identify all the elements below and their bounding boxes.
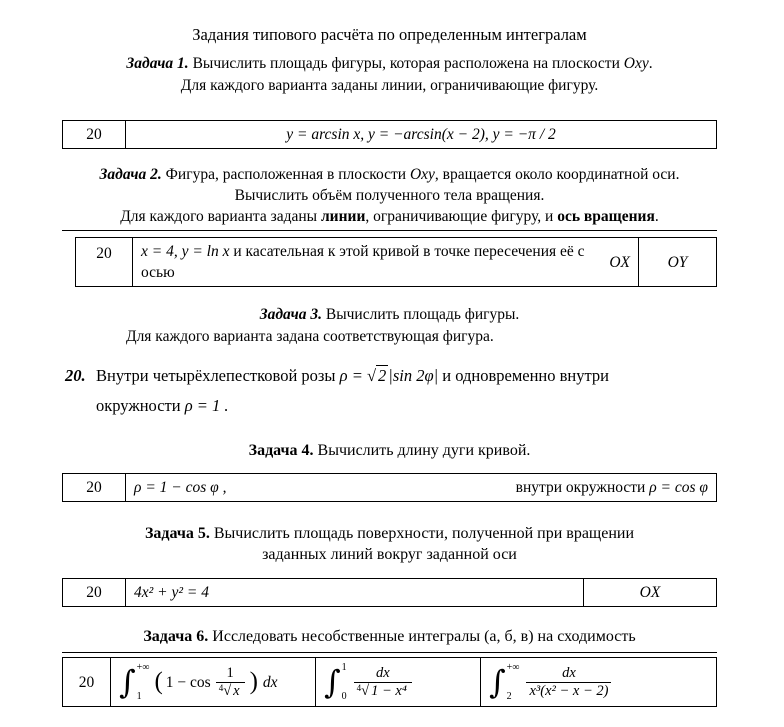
integral-c-cell <box>481 658 716 706</box>
task1-label: Задача 1. <box>126 55 189 72</box>
task2-variant-number: 20 <box>76 238 133 286</box>
task4-condition-text: внутри окружности <box>515 479 646 496</box>
task3-variant-number: 20. <box>65 366 86 385</box>
task2-condition-math: x = 4, y = ln x <box>141 243 230 260</box>
task5-axis: OX <box>639 584 661 601</box>
task5-label: Задача 5. <box>144 525 210 542</box>
task4-variant-number: 20 <box>63 474 126 501</box>
task2-table <box>75 237 717 287</box>
task2-intro2: , вращается около координатной оси. <box>434 166 680 183</box>
right-paren: ) <box>249 668 258 695</box>
integral-a-sign-group <box>119 661 151 703</box>
task1-subtext: Для каждого варианта заданы линии, ограничивающие фигуру. <box>180 77 599 94</box>
radicand: x <box>233 682 240 699</box>
task2-line3-bold2: ось вращения <box>557 208 655 225</box>
task3-formula-pre: ρ = <box>339 366 363 385</box>
radicand: 1 − x⁴ <box>371 682 407 699</box>
task2-plane: Oxy <box>409 166 435 183</box>
integral-b-cell <box>316 658 481 706</box>
task3-text1: Внутри четырёхлепестковой розы <box>96 366 336 385</box>
root-index: 4 <box>218 682 224 693</box>
integral-a-limits <box>137 661 150 703</box>
task3-variant-text <box>96 361 717 421</box>
task1-intro: Вычислить площадь фигуры, которая расположена на плоскости <box>192 55 620 72</box>
fraction-b-numerator: dx <box>375 664 390 681</box>
fraction-b-denominator <box>354 682 412 700</box>
task6-table <box>62 657 717 707</box>
left-paren: ( <box>154 668 163 695</box>
integral-b-limits <box>342 661 347 703</box>
task2-line3-pre: Для каждого варианта заданы <box>120 208 318 225</box>
radical-sign: √ <box>223 682 232 699</box>
lower-limit: 0 <box>341 691 347 702</box>
task2-condition-line1 <box>141 241 609 283</box>
task5-line1: Вычислить площадь поверхности, полученной при вращении <box>213 525 635 542</box>
integral-a-cell <box>111 658 316 706</box>
task4-formula: ρ = 1 − cos φ , <box>134 479 227 496</box>
task3-label: Задача 3. <box>259 306 322 323</box>
task5-formula: 4x² + y² = 4 <box>126 579 584 606</box>
task2-line2: Вычислить объём полученного тела вращения. <box>234 187 545 204</box>
fraction-b <box>354 665 412 700</box>
task2-intro: Фигура, расположенная в плоскости <box>165 166 407 183</box>
root-index: 4 <box>356 682 362 693</box>
task5-heading <box>62 524 717 544</box>
task5-variant-number: 20 <box>63 579 126 606</box>
task3-subtext: Для каждого варианта задана соответствующая фигура. <box>126 328 494 345</box>
task2-line3-mid: , ограничивающие фигуру, и <box>365 208 554 225</box>
radical-sign: √ <box>366 366 377 385</box>
divider-line-2 <box>62 652 717 653</box>
task2-line3-end: . <box>654 208 659 225</box>
task4-heading <box>62 441 717 461</box>
task1-heading <box>62 54 717 74</box>
divider-line <box>62 230 717 231</box>
task4-formula-cell <box>126 474 716 501</box>
radicand: 2 <box>378 366 387 385</box>
integral-icon: ∫ <box>489 663 506 701</box>
upper-limit: +∞ <box>506 662 520 673</box>
upper-limit: 1 <box>341 662 347 673</box>
integral-b-sign-group <box>324 661 349 703</box>
task3-formula2: ρ = 1 . <box>184 396 229 415</box>
task2-condition-cell <box>133 238 639 286</box>
document-title: Задания типового расчёта по определенным интегралам <box>192 25 587 44</box>
task3-variant-line1 <box>96 361 717 391</box>
task4-intro: Вычислить длину дуги кривой. <box>317 442 531 459</box>
task2-line3-bold1: линии <box>320 208 366 225</box>
task1-plane: Oxy <box>623 55 649 72</box>
task4-table <box>62 473 717 502</box>
integral-icon: ∫ <box>324 663 341 701</box>
task6-heading <box>62 627 717 647</box>
task2-condition-line2: OX <box>609 253 630 271</box>
lower-limit: 2 <box>506 691 512 702</box>
fraction-c-denominator: x³(x² − x − 2) <box>526 682 611 700</box>
task1-variant-number: 20 <box>63 121 126 148</box>
task2-condition-text: и касательная к этой кривой в точке пересечения её с осью <box>141 243 585 281</box>
task6-variant-number: 20 <box>63 658 111 706</box>
differential-a: dx <box>262 673 278 691</box>
integral-icon: ∫ <box>119 663 136 701</box>
integral-c-sign-group <box>489 661 521 703</box>
task1-table <box>62 120 717 149</box>
task4-condition-formula: ρ = cos φ <box>649 479 708 496</box>
task1-period: . <box>648 55 653 72</box>
radical-sign: √ <box>361 682 370 699</box>
task3-variant-line2 <box>96 391 717 421</box>
task3-text2: и одновременно внутри <box>442 366 609 385</box>
task3-text3: окружности <box>96 396 181 415</box>
task4-label: Задача 4. <box>248 442 314 459</box>
task1-formula: y = arcsin x, y = −arcsin(x − 2), y = −π / 2 <box>286 126 556 143</box>
task2-heading <box>62 165 717 185</box>
task3-variant-item <box>62 361 717 421</box>
fraction-c-numerator: dx <box>562 664 576 681</box>
task6-intro: Исследовать несобственные интегралы (а, б, в) на сходимость <box>212 628 636 645</box>
task3-intro: Вычислить площадь фигуры. <box>325 306 520 323</box>
task2-label: Задача 2. <box>99 166 162 183</box>
integral-c-limits <box>507 661 520 703</box>
fraction-c <box>526 665 611 700</box>
task4-condition <box>516 477 708 498</box>
task3-heading <box>62 305 717 325</box>
task2-line3 <box>62 207 717 227</box>
task2-axis: OY <box>667 253 688 271</box>
task5-line2: заданных линий вокруг заданной оси <box>262 546 517 563</box>
task5-table <box>62 578 717 607</box>
fraction-a <box>216 665 245 700</box>
task6-label: Задача 6. <box>143 628 209 645</box>
abs-expression: |sin 2φ| <box>388 366 439 385</box>
fraction-a-numerator: 1 <box>226 664 234 681</box>
lower-limit: 1 <box>136 691 142 702</box>
integrand-a-text: 1 − cos <box>165 673 211 691</box>
upper-limit: +∞ <box>136 662 150 673</box>
sqrt-expression <box>367 365 388 385</box>
fraction-a-denominator <box>216 682 245 700</box>
